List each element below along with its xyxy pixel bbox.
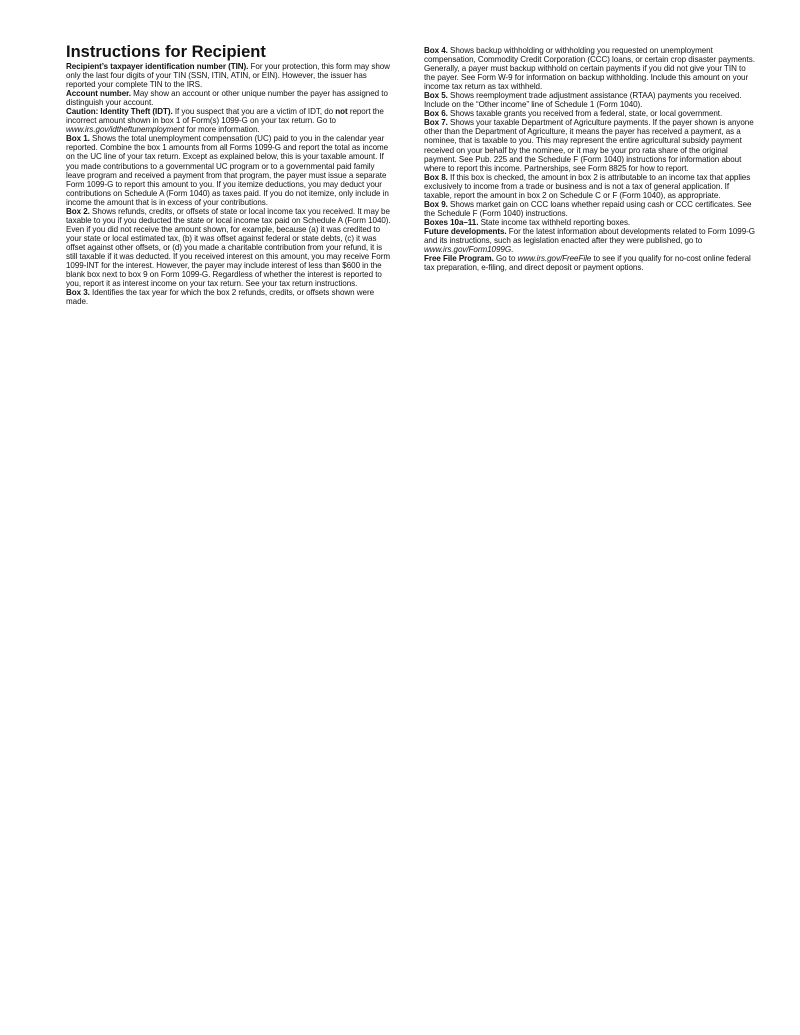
- paragraph-box-4: [424, 46, 757, 91]
- text-box-7: Shows your taxable Department of Agriculture payments. If the payer shown is anyone other than the Department of Agriculture, it means the payer has received a payment, as a nominee, that is taxable to you. This may represent the entire agricultural subsidy payment received on your behalf by the nominee, or it may be your pro rata share of the original payment. See Pub. 225 and the Schedule F (Form 1040) instructions for information about where to report this income. Partnerships, see Form 8825 for how to report.: [424, 118, 754, 173]
- heading-box-7: Box 7.: [424, 118, 448, 128]
- text-box-1: Shows the total unemployment compensation (UC) paid to you in the calendar year reported. Combine the box 1 amounts from all Forms 1099-G and report the total as income on the UC line of your tax return. Except as explained below, this is your taxable amount. If you made contributions to a governmental UC program or to a governmental paid family leave program and received a payment from that program, the payer must issue a separate Form 1099-G to report this amount to you. If you itemize deductions, you may deduct your contributions on Schedule A (Form 1040) as taxes paid. If you do not itemize, only include in income the amount that is in excess of your contributions.: [66, 134, 389, 207]
- heading-boxes-10a-11: Boxes 10a–11.: [424, 217, 479, 227]
- link-idtheft-unemployment[interactable]: www.irs.gov/idtheftunemployment: [66, 125, 185, 135]
- text-boxes-10a-11: State income tax withheld reporting boxes.: [478, 217, 631, 227]
- text-caution-idt-3: for more information.: [184, 125, 260, 135]
- left-column: [66, 44, 395, 306]
- heading-box-6: Box 6.: [424, 109, 448, 119]
- text-caution-idt-2: report the incorrect amount shown in box 1 of Form(s) 1099-G on your tax return. Go to: [66, 107, 384, 126]
- text-caution-not: not: [335, 107, 348, 117]
- link-free-file[interactable]: www.irs.gov/FreeFile: [517, 254, 592, 264]
- paragraph-box-9: [424, 200, 757, 218]
- paragraph-tin: [66, 62, 395, 89]
- paragraph-box-8: [424, 173, 757, 200]
- paragraph-box-1: [66, 134, 395, 206]
- paragraph-account-number: [66, 89, 395, 107]
- text-future-developments-1: For the latest information about developments related to Form 1099-G and its instructions, such as legislation enacted after they were published, go to: [424, 226, 755, 245]
- paragraph-free-file: [424, 254, 757, 272]
- paragraph-box-2: [66, 207, 395, 288]
- heading-box-2: Box 2.: [66, 206, 90, 216]
- heading-box-9: Box 9.: [424, 199, 448, 209]
- paragraph-box-5: [424, 91, 757, 109]
- paragraph-future-developments: [424, 227, 757, 254]
- text-box-6: Shows taxable grants you received from a federal, state, or local government.: [447, 109, 723, 119]
- paragraph-caution-idt: [66, 107, 395, 134]
- heading-future-developments: Future developments.: [424, 226, 507, 236]
- heading-box-3: Box 3.: [66, 288, 90, 298]
- heading-account-number: Account number.: [66, 89, 131, 99]
- text-free-file-1: Go to: [493, 254, 518, 264]
- page-title: Instructions for Recipient: [66, 43, 266, 61]
- text-box-5: Shows reemployment trade adjustment assistance (RTAA) payments you received. Include on the “Other income” line of Schedule 1 (Form 1040).: [424, 91, 742, 110]
- text-tin: For your protection, this form may show only the last four digits of your TIN (SSN, ITIN, ATIN, or EIN). However, the issuer has reported your complete TIN to the IRS.: [66, 62, 390, 90]
- paragraph-box-6: [424, 109, 757, 118]
- right-column: [424, 46, 757, 272]
- text-box-2: Shows refunds, credits, or offsets of state or local income tax you received. It may be taxable to you if you deducted the state or local income tax paid on Schedule A (Form 1040). Even if you did not receive the amount shown, for example, because (a) it was credited to your state or local estimated tax, (b) it was offset against federal or state debts, (c) it was offset against other offsets, or (d) you made a charitable contribution from your refund, it is still taxable if it was deducted. If you received interest on this amount, you may receive Form 1099-INT for the interest. However, the payer may include interest of less than $600 in the blank box next to box 9 on Form 1099-G. Regardless of whether the interest is reported to you, report it as interest income on your tax return. See your tax return instructions.: [66, 206, 391, 289]
- heading-box-1: Box 1.: [66, 134, 90, 144]
- heading-tin: Recipient’s taxpayer identification number (TIN).: [66, 62, 249, 71]
- paragraph-boxes-10a-11: [424, 218, 757, 227]
- heading-caution-idt: Caution: Identity Theft (IDT).: [66, 107, 173, 117]
- heading-box-4: Box 4.: [424, 46, 448, 55]
- link-form-1099g[interactable]: www.irs.gov/Form1099G: [424, 245, 512, 255]
- text-account-number: May show an account or other unique number the payer has assigned to distinguish your account.: [66, 89, 388, 108]
- paragraph-box-3: [66, 288, 395, 306]
- heading-free-file: Free File Program.: [424, 254, 494, 264]
- text-box-9: Shows market gain on CCC loans whether repaid using cash or CCC certificates. See the Schedule F (Form 1040) instructions.: [424, 199, 752, 218]
- heading-box-8: Box 8.: [424, 172, 448, 182]
- text-caution-idt-1: If you suspect that you are a victim of IDT, do: [172, 107, 336, 117]
- heading-box-5: Box 5.: [424, 91, 448, 101]
- text-box-4: Shows backup withholding or withholding you requested on unemployment compensation, Commodity Credit Corporation (CCC) loans, or certain crop disaster payments. Generally, a payer must backup withhold on certain payments if you did not give your TIN to the payer. See Form W-9 for information on backup withholding. Include this amount on your income tax return as tax withheld.: [424, 46, 755, 92]
- text-future-developments-2: .: [511, 245, 514, 255]
- text-box-8: If this box is checked, the amount in box 2 is attributable to an income tax that applies exclusively to income from a trade or business and is not a tax of general application. If taxable, report the amount in box 2 on Schedule C or F (Form 1040), as appropriate.: [424, 172, 751, 200]
- text-free-file-2: to see if you qualify for no-cost online federal tax preparation, e-filing, and direct deposit or payment options.: [424, 254, 751, 273]
- text-box-3: Identifies the tax year for which the box 2 refunds, credits, or offsets shown were made.: [66, 288, 375, 307]
- paragraph-box-7: [424, 118, 757, 172]
